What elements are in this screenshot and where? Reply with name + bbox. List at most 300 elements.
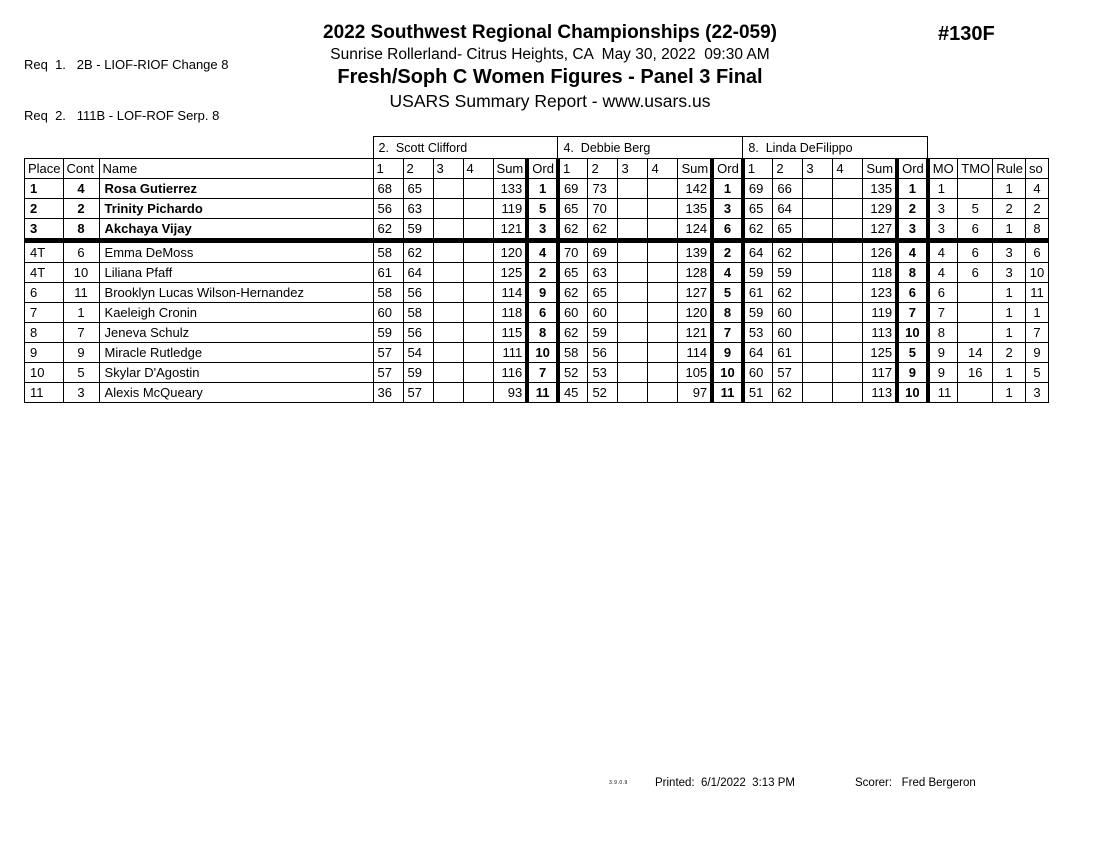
score-cell bbox=[833, 241, 863, 263]
score-cell bbox=[648, 363, 678, 383]
score-cell bbox=[833, 383, 863, 403]
col-header-judge1-ord: Ord bbox=[527, 159, 558, 179]
sum-cell: 116 bbox=[493, 363, 527, 383]
majority-ordinal-cell: 3 bbox=[928, 219, 958, 241]
majority-ordinal-cell: 4 bbox=[928, 241, 958, 263]
col-header-judge1-3: 3 bbox=[433, 159, 463, 179]
col-header-name: Name bbox=[99, 159, 373, 179]
col-header-judge3-2: 2 bbox=[773, 159, 803, 179]
col-header-tmo: TMO bbox=[958, 159, 993, 179]
score-cell bbox=[433, 363, 463, 383]
score-cell: 45 bbox=[558, 383, 588, 403]
score-cell: 62 bbox=[588, 219, 618, 241]
championship-title: 2022 Southwest Regional Championships (22-059) bbox=[323, 22, 777, 43]
contestant-number-cell: 3 bbox=[63, 383, 99, 403]
sum-cell: 111 bbox=[493, 343, 527, 363]
sum-cell: 128 bbox=[678, 263, 712, 283]
score-cell bbox=[618, 263, 648, 283]
report-header bbox=[0, 21, 1100, 113]
sum-ordinals-cell: 7 bbox=[1026, 323, 1049, 343]
score-cell bbox=[803, 303, 833, 323]
col-header-judge3-4: 4 bbox=[833, 159, 863, 179]
score-cell bbox=[433, 263, 463, 283]
sum-cell: 123 bbox=[863, 283, 897, 303]
majority-ordinal-cell: 7 bbox=[928, 303, 958, 323]
score-cell bbox=[618, 219, 648, 241]
rule-cell: 1 bbox=[993, 323, 1026, 343]
col-header-judge1-2: 2 bbox=[403, 159, 433, 179]
contestant-number-cell: 5 bbox=[63, 363, 99, 383]
score-cell bbox=[833, 263, 863, 283]
col-header-mo: MO bbox=[928, 159, 958, 179]
score-cell bbox=[463, 283, 493, 303]
score-cell bbox=[433, 241, 463, 263]
table-corner-spacer bbox=[25, 137, 374, 159]
score-cell bbox=[648, 241, 678, 263]
score-cell bbox=[803, 363, 833, 383]
score-cell: 56 bbox=[373, 199, 403, 219]
score-cell: 65 bbox=[743, 199, 773, 219]
score-cell bbox=[618, 241, 648, 263]
col-header-judge1-4: 4 bbox=[463, 159, 493, 179]
ordinal-cell: 6 bbox=[897, 283, 928, 303]
ordinal-cell: 7 bbox=[527, 363, 558, 383]
score-cell: 62 bbox=[773, 383, 803, 403]
sum-ordinals-cell: 2 bbox=[1026, 199, 1049, 219]
score-cell bbox=[833, 199, 863, 219]
score-cell bbox=[803, 323, 833, 343]
ordinal-cell: 8 bbox=[897, 263, 928, 283]
score-cell: 52 bbox=[558, 363, 588, 383]
contestant-number-cell: 1 bbox=[63, 303, 99, 323]
score-cell bbox=[463, 343, 493, 363]
score-cell bbox=[648, 343, 678, 363]
contestant-number-cell: 8 bbox=[63, 219, 99, 241]
place-cell: 4T bbox=[25, 241, 64, 263]
score-cell bbox=[648, 219, 678, 241]
sum-ordinals-cell: 6 bbox=[1026, 241, 1049, 263]
result-row bbox=[25, 199, 1049, 219]
majority-ordinal-cell: 9 bbox=[928, 363, 958, 383]
score-cell: 52 bbox=[588, 383, 618, 403]
column-header-row bbox=[25, 159, 1049, 179]
score-cell bbox=[648, 283, 678, 303]
col-header-judge3-ord: Ord bbox=[897, 159, 928, 179]
ordinal-cell: 8 bbox=[712, 303, 743, 323]
place-cell: 2 bbox=[25, 199, 64, 219]
ordinal-cell: 2 bbox=[527, 263, 558, 283]
score-cell: 58 bbox=[373, 283, 403, 303]
ordinal-cell: 2 bbox=[897, 199, 928, 219]
score-cell: 64 bbox=[743, 343, 773, 363]
rule-cell: 1 bbox=[993, 383, 1026, 403]
score-cell: 36 bbox=[373, 383, 403, 403]
score-cell bbox=[433, 283, 463, 303]
ordinal-cell: 10 bbox=[897, 383, 928, 403]
total-majority-cell bbox=[958, 303, 993, 323]
place-cell: 7 bbox=[25, 303, 64, 323]
table-tail-spacer bbox=[928, 137, 1049, 159]
ordinal-cell: 3 bbox=[897, 219, 928, 241]
ordinal-cell: 1 bbox=[897, 179, 928, 199]
skater-name-cell: Liliana Pfaff bbox=[99, 263, 373, 283]
rule-cell: 1 bbox=[993, 219, 1026, 241]
score-cell: 62 bbox=[773, 241, 803, 263]
score-cell: 70 bbox=[588, 199, 618, 219]
score-cell bbox=[463, 263, 493, 283]
score-cell: 61 bbox=[773, 343, 803, 363]
rule-cell: 2 bbox=[993, 199, 1026, 219]
score-cell: 64 bbox=[403, 263, 433, 283]
score-cell: 53 bbox=[588, 363, 618, 383]
place-cell: 3 bbox=[25, 219, 64, 241]
sum-ordinals-cell: 5 bbox=[1026, 363, 1049, 383]
sum-cell: 139 bbox=[678, 241, 712, 263]
col-header-judge2-sum: Sum bbox=[678, 159, 712, 179]
score-cell: 64 bbox=[773, 199, 803, 219]
score-cell bbox=[463, 363, 493, 383]
app-version: 3.9.0.9 bbox=[609, 780, 628, 786]
majority-ordinal-cell: 6 bbox=[928, 283, 958, 303]
col-header-judge2-1: 1 bbox=[558, 159, 588, 179]
score-cell: 56 bbox=[403, 323, 433, 343]
score-cell: 59 bbox=[743, 303, 773, 323]
score-cell bbox=[463, 179, 493, 199]
total-majority-cell bbox=[958, 179, 993, 199]
event-title: Fresh/Soph C Women Figures - Panel 3 Final bbox=[337, 66, 763, 88]
score-cell bbox=[433, 303, 463, 323]
score-cell bbox=[803, 179, 833, 199]
score-cell: 63 bbox=[588, 263, 618, 283]
sum-cell: 119 bbox=[493, 199, 527, 219]
sum-ordinals-cell: 1 bbox=[1026, 303, 1049, 323]
score-cell bbox=[463, 219, 493, 241]
result-row bbox=[25, 263, 1049, 283]
col-header-judge3-3: 3 bbox=[803, 159, 833, 179]
score-cell: 62 bbox=[403, 241, 433, 263]
contestant-number-cell: 2 bbox=[63, 199, 99, 219]
sum-cell: 97 bbox=[678, 383, 712, 403]
ordinal-cell: 3 bbox=[712, 199, 743, 219]
sum-cell: 118 bbox=[493, 303, 527, 323]
rule-cell: 1 bbox=[993, 363, 1026, 383]
score-cell bbox=[833, 363, 863, 383]
col-header-judge1-1: 1 bbox=[373, 159, 403, 179]
rule-cell: 1 bbox=[993, 179, 1026, 199]
sum-cell: 120 bbox=[678, 303, 712, 323]
score-cell: 53 bbox=[743, 323, 773, 343]
print-timestamp: Printed: 6/1/2022 3:13 PM bbox=[655, 777, 796, 789]
score-cell: 69 bbox=[588, 241, 618, 263]
ordinal-cell: 7 bbox=[897, 303, 928, 323]
score-cell bbox=[803, 219, 833, 241]
result-row bbox=[25, 383, 1049, 403]
skater-name-cell: Skylar D'Agostin bbox=[99, 363, 373, 383]
ordinal-cell: 6 bbox=[712, 219, 743, 241]
judge-header-row bbox=[25, 137, 1049, 159]
score-cell bbox=[803, 263, 833, 283]
score-cell: 59 bbox=[773, 263, 803, 283]
sum-cell: 124 bbox=[678, 219, 712, 241]
score-cell: 64 bbox=[743, 241, 773, 263]
score-cell: 65 bbox=[558, 263, 588, 283]
score-cell bbox=[648, 383, 678, 403]
score-cell: 59 bbox=[588, 323, 618, 343]
score-cell: 59 bbox=[403, 219, 433, 241]
score-cell bbox=[463, 199, 493, 219]
score-cell: 70 bbox=[558, 241, 588, 263]
ordinal-cell: 1 bbox=[527, 179, 558, 199]
contestant-number-cell: 4 bbox=[63, 179, 99, 199]
score-cell: 66 bbox=[773, 179, 803, 199]
score-cell: 56 bbox=[403, 283, 433, 303]
col-header-judge2-2: 2 bbox=[588, 159, 618, 179]
sum-cell: 118 bbox=[863, 263, 897, 283]
rule-cell: 1 bbox=[993, 283, 1026, 303]
place-cell: 10 bbox=[25, 363, 64, 383]
report-type-line: USARS Summary Report - www.usars.us bbox=[389, 91, 711, 111]
score-cell bbox=[433, 383, 463, 403]
skater-name-cell: Emma DeMoss bbox=[99, 241, 373, 263]
score-cell bbox=[803, 383, 833, 403]
ordinal-cell: 1 bbox=[712, 179, 743, 199]
score-cell bbox=[648, 263, 678, 283]
sum-cell: 135 bbox=[863, 179, 897, 199]
col-header-rule: Rule bbox=[993, 159, 1026, 179]
col-header-judge2-3: 3 bbox=[618, 159, 648, 179]
score-cell: 62 bbox=[773, 283, 803, 303]
ordinal-cell: 5 bbox=[897, 343, 928, 363]
ordinal-cell: 5 bbox=[712, 283, 743, 303]
result-row bbox=[25, 343, 1049, 363]
score-cell: 57 bbox=[773, 363, 803, 383]
ordinal-cell: 10 bbox=[897, 323, 928, 343]
sum-ordinals-cell: 10 bbox=[1026, 263, 1049, 283]
contestant-number-cell: 7 bbox=[63, 323, 99, 343]
result-row bbox=[25, 283, 1049, 303]
score-cell bbox=[833, 323, 863, 343]
skater-name-cell: Akchaya Vijay bbox=[99, 219, 373, 241]
score-cell bbox=[463, 383, 493, 403]
col-header-cont: Cont bbox=[63, 159, 99, 179]
sum-cell: 120 bbox=[493, 241, 527, 263]
sum-cell: 119 bbox=[863, 303, 897, 323]
score-cell: 73 bbox=[588, 179, 618, 199]
sum-ordinals-cell: 11 bbox=[1026, 283, 1049, 303]
score-cell bbox=[803, 283, 833, 303]
score-cell bbox=[803, 199, 833, 219]
score-cell bbox=[618, 383, 648, 403]
score-cell bbox=[433, 323, 463, 343]
result-row bbox=[25, 179, 1049, 199]
ordinal-cell: 9 bbox=[712, 343, 743, 363]
sum-cell: 129 bbox=[863, 199, 897, 219]
score-cell: 57 bbox=[373, 363, 403, 383]
skater-name-cell: Jeneva Schulz bbox=[99, 323, 373, 343]
score-cell: 65 bbox=[773, 219, 803, 241]
score-cell: 60 bbox=[373, 303, 403, 323]
score-cell bbox=[433, 179, 463, 199]
ordinal-cell: 9 bbox=[527, 283, 558, 303]
score-cell bbox=[648, 199, 678, 219]
sum-cell: 127 bbox=[863, 219, 897, 241]
score-cell: 57 bbox=[403, 383, 433, 403]
score-cell: 62 bbox=[558, 219, 588, 241]
majority-ordinal-cell: 8 bbox=[928, 323, 958, 343]
score-cell bbox=[463, 241, 493, 263]
majority-ordinal-cell: 4 bbox=[928, 263, 958, 283]
skater-name-cell: Brooklyn Lucas Wilson-Hernandez bbox=[99, 283, 373, 303]
score-cell: 58 bbox=[558, 343, 588, 363]
venue-date-line: Sunrise Rollerland- Citrus Heights, CA May 30, 2022 09:30 AM bbox=[330, 46, 770, 63]
ordinal-cell: 4 bbox=[897, 241, 928, 263]
majority-ordinal-cell: 3 bbox=[928, 199, 958, 219]
contestant-number-cell: 9 bbox=[63, 343, 99, 363]
skater-name-cell: Kaeleigh Cronin bbox=[99, 303, 373, 323]
sum-ordinals-cell: 9 bbox=[1026, 343, 1049, 363]
score-cell bbox=[648, 179, 678, 199]
ordinal-cell: 7 bbox=[712, 323, 743, 343]
score-cell: 58 bbox=[373, 241, 403, 263]
score-cell: 63 bbox=[403, 199, 433, 219]
col-header-so: so bbox=[1026, 159, 1049, 179]
ordinal-cell: 2 bbox=[712, 241, 743, 263]
place-cell: 11 bbox=[25, 383, 64, 403]
rule-cell: 2 bbox=[993, 343, 1026, 363]
judge-header-3: 8. Linda DeFilippo bbox=[743, 137, 928, 159]
score-cell: 62 bbox=[558, 283, 588, 303]
score-cell: 54 bbox=[403, 343, 433, 363]
score-cell: 69 bbox=[558, 179, 588, 199]
score-cell bbox=[618, 303, 648, 323]
score-cell bbox=[618, 323, 648, 343]
score-cell: 60 bbox=[588, 303, 618, 323]
total-majority-cell: 14 bbox=[958, 343, 993, 363]
score-cell: 51 bbox=[743, 383, 773, 403]
place-cell: 9 bbox=[25, 343, 64, 363]
score-cell bbox=[618, 179, 648, 199]
rule-cell: 3 bbox=[993, 241, 1026, 263]
score-cell: 56 bbox=[588, 343, 618, 363]
score-cell: 60 bbox=[558, 303, 588, 323]
sum-cell: 121 bbox=[678, 323, 712, 343]
sum-ordinals-cell: 3 bbox=[1026, 383, 1049, 403]
judge-header-1: 2. Scott Clifford bbox=[373, 137, 558, 159]
sum-cell: 142 bbox=[678, 179, 712, 199]
ordinal-cell: 10 bbox=[527, 343, 558, 363]
judge-header-2: 4. Debbie Berg bbox=[558, 137, 743, 159]
score-cell: 59 bbox=[743, 263, 773, 283]
total-majority-cell bbox=[958, 323, 993, 343]
score-cell: 59 bbox=[373, 323, 403, 343]
score-cell: 65 bbox=[558, 199, 588, 219]
score-cell bbox=[803, 343, 833, 363]
score-cell: 60 bbox=[743, 363, 773, 383]
rule-cell: 1 bbox=[993, 303, 1026, 323]
score-cell: 60 bbox=[773, 303, 803, 323]
score-cell bbox=[833, 219, 863, 241]
sum-cell: 105 bbox=[678, 363, 712, 383]
place-cell: 8 bbox=[25, 323, 64, 343]
skater-name-cell: Alexis McQueary bbox=[99, 383, 373, 403]
score-cell bbox=[833, 303, 863, 323]
place-cell: 6 bbox=[25, 283, 64, 303]
skater-name-cell: Trinity Pichardo bbox=[99, 199, 373, 219]
score-cell bbox=[433, 199, 463, 219]
col-header-judge2-ord: Ord bbox=[712, 159, 743, 179]
ordinal-cell: 3 bbox=[527, 219, 558, 241]
majority-ordinal-cell: 11 bbox=[928, 383, 958, 403]
col-header-judge2-4: 4 bbox=[648, 159, 678, 179]
score-cell: 65 bbox=[588, 283, 618, 303]
ordinal-cell: 10 bbox=[712, 363, 743, 383]
skater-name-cell: Rosa Gutierrez bbox=[99, 179, 373, 199]
score-cell bbox=[618, 283, 648, 303]
place-cell: 1 bbox=[25, 179, 64, 199]
sum-cell: 135 bbox=[678, 199, 712, 219]
col-header-judge3-sum: Sum bbox=[863, 159, 897, 179]
sum-cell: 121 bbox=[493, 219, 527, 241]
rule-cell: 3 bbox=[993, 263, 1026, 283]
sum-cell: 114 bbox=[678, 343, 712, 363]
ordinal-cell: 11 bbox=[712, 383, 743, 403]
col-header-judge3-1: 1 bbox=[743, 159, 773, 179]
sum-cell: 127 bbox=[678, 283, 712, 303]
ordinal-cell: 9 bbox=[897, 363, 928, 383]
col-header-place: Place bbox=[25, 159, 64, 179]
result-row bbox=[25, 219, 1049, 241]
sum-cell: 125 bbox=[863, 343, 897, 363]
ordinal-cell: 11 bbox=[527, 383, 558, 403]
sum-cell: 117 bbox=[863, 363, 897, 383]
total-majority-cell: 6 bbox=[958, 219, 993, 241]
score-cell bbox=[833, 343, 863, 363]
sum-cell: 113 bbox=[863, 383, 897, 403]
requirement-line-2: Req 2. 111B - LOF-ROF Serp. 8 bbox=[24, 108, 220, 123]
sum-cell: 93 bbox=[493, 383, 527, 403]
score-cell bbox=[433, 343, 463, 363]
skater-name-cell: Miracle Rutledge bbox=[99, 343, 373, 363]
sum-cell: 125 bbox=[493, 263, 527, 283]
results-table bbox=[24, 136, 1049, 403]
score-cell: 58 bbox=[403, 303, 433, 323]
sum-cell: 126 bbox=[863, 241, 897, 263]
sum-cell: 113 bbox=[863, 323, 897, 343]
sum-ordinals-cell: 8 bbox=[1026, 219, 1049, 241]
score-cell bbox=[618, 343, 648, 363]
score-cell: 62 bbox=[743, 219, 773, 241]
event-number: #130F bbox=[938, 23, 995, 45]
requirement-line-1: Req 1. 2B - LIOF-RIOF Change 8 bbox=[24, 57, 229, 72]
sum-cell: 133 bbox=[493, 179, 527, 199]
score-cell bbox=[463, 303, 493, 323]
col-header-judge1-sum: Sum bbox=[493, 159, 527, 179]
score-cell bbox=[648, 323, 678, 343]
sum-ordinals-cell: 4 bbox=[1026, 179, 1049, 199]
score-cell: 60 bbox=[773, 323, 803, 343]
contestant-number-cell: 10 bbox=[63, 263, 99, 283]
score-cell bbox=[433, 219, 463, 241]
score-cell bbox=[648, 303, 678, 323]
total-majority-cell: 6 bbox=[958, 241, 993, 263]
place-cell: 4T bbox=[25, 263, 64, 283]
ordinal-cell: 8 bbox=[527, 323, 558, 343]
result-row bbox=[25, 363, 1049, 383]
majority-ordinal-cell: 9 bbox=[928, 343, 958, 363]
result-row bbox=[25, 303, 1049, 323]
score-cell bbox=[618, 199, 648, 219]
contestant-number-cell: 11 bbox=[63, 283, 99, 303]
